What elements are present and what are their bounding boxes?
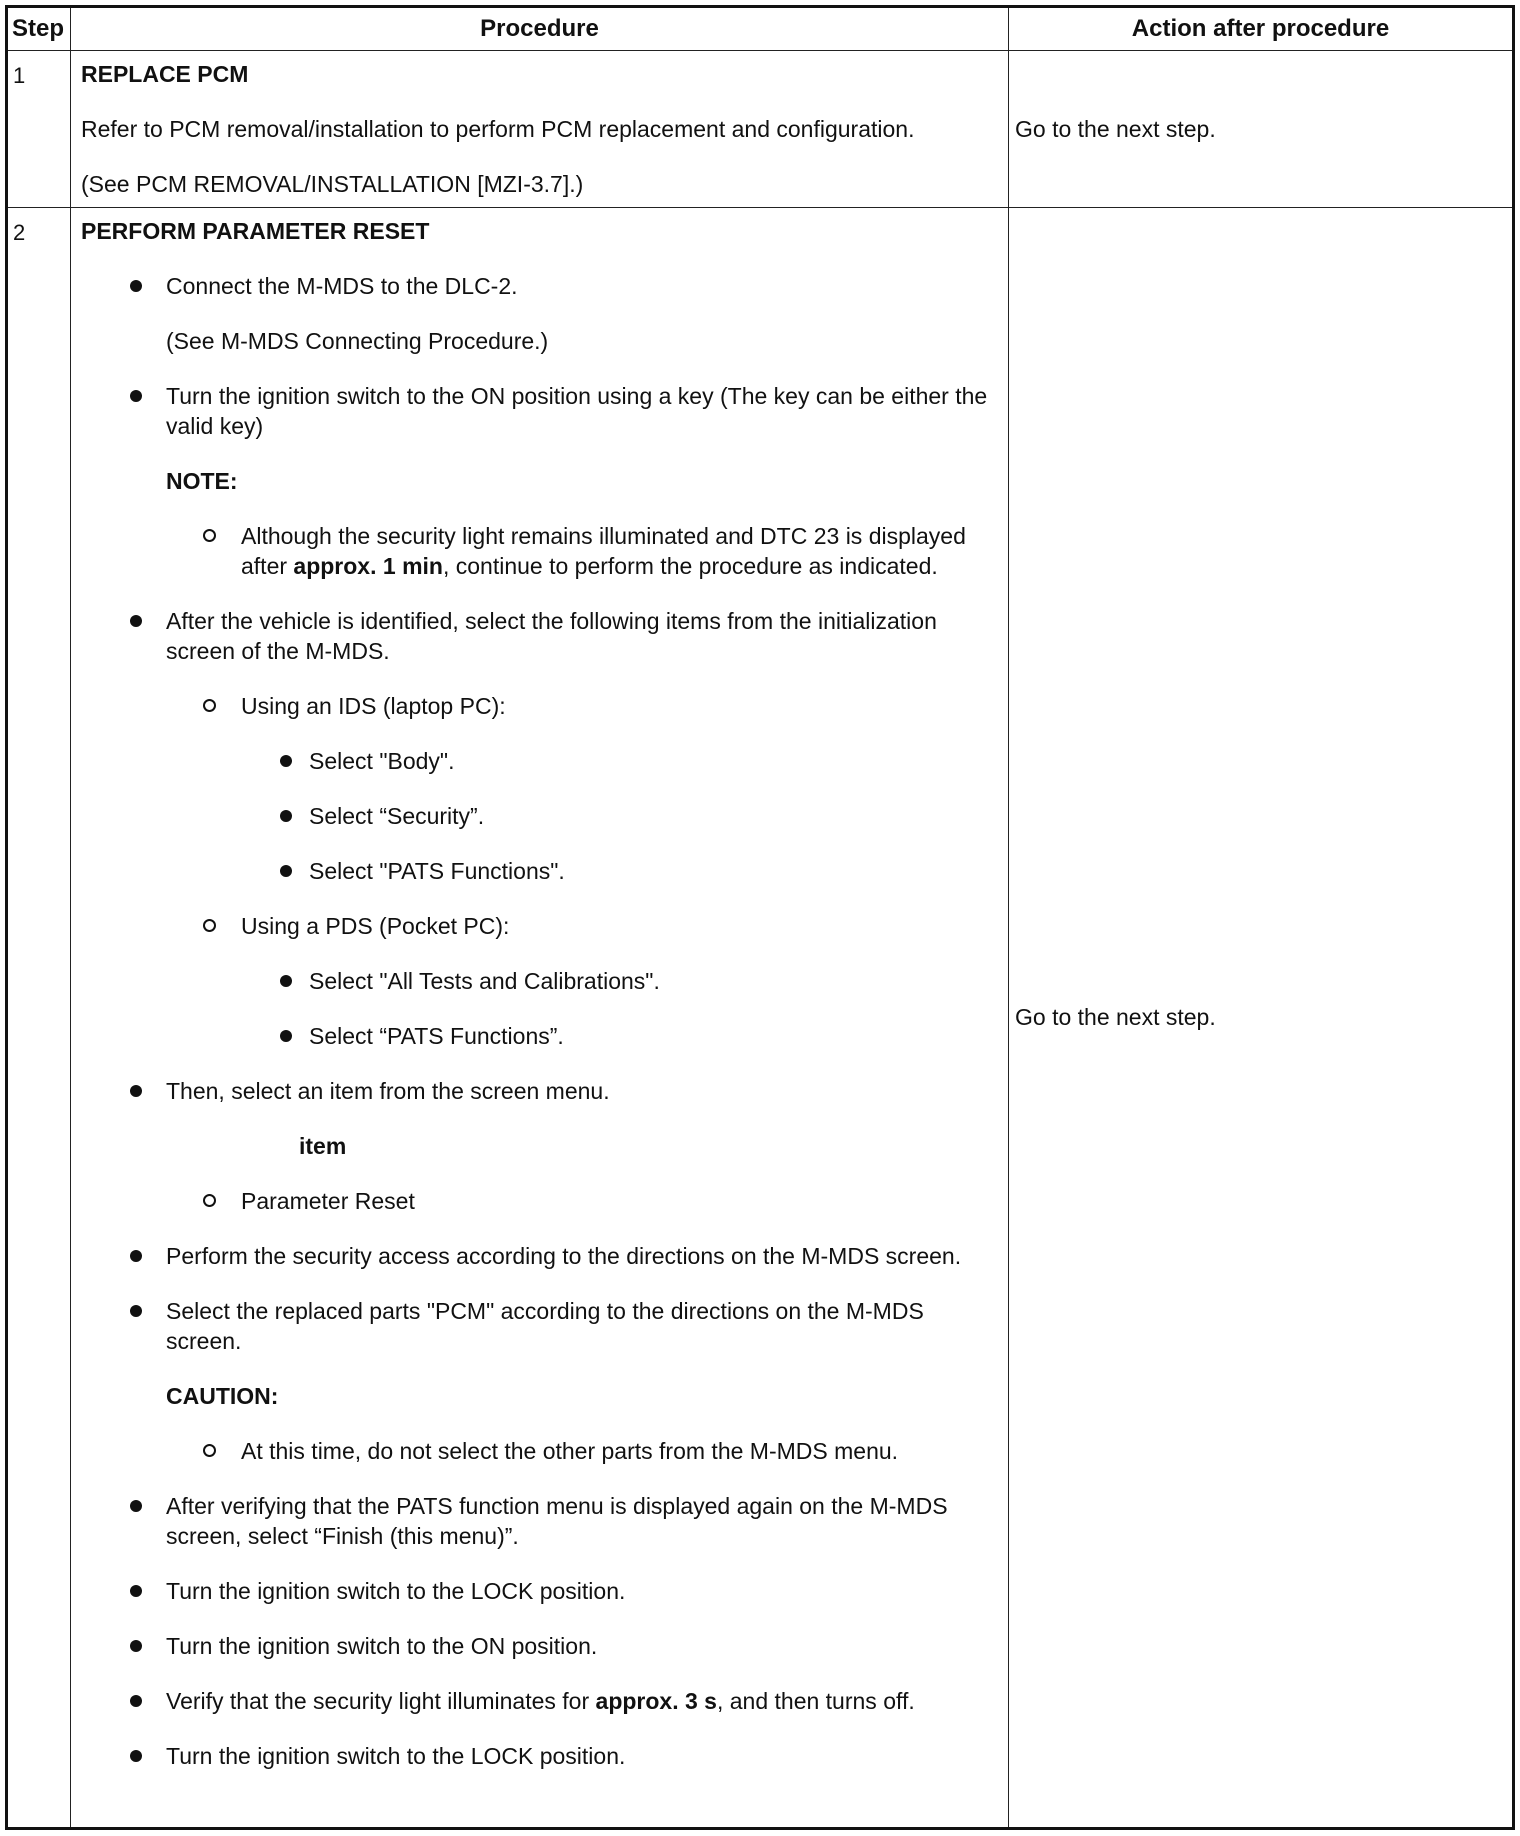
procedure-text: Refer to PCM removal/installation to perform PCM replacement and configuration. [81, 116, 915, 142]
list-item: At this time, do not select the other parts from the M-MDS menu. [81, 1436, 998, 1466]
list-item: Select "Body". [81, 746, 998, 776]
list-item: Using an IDS (laptop PC): [81, 691, 998, 721]
list-item: Select the replaced parts "PCM" according to the directions on the M-MDS screen. [81, 1296, 998, 1356]
table-row-step-1 [7, 51, 1514, 208]
list-item: Select “PATS Functions”. [81, 1021, 998, 1051]
list-item [81, 1686, 998, 1716]
item-label: item [299, 1133, 347, 1159]
reference-text: (See PCM REMOVAL/INSTALLATION [MZI-3.7].) [81, 171, 584, 197]
list-item: Then, select an item from the screen menu. [81, 1076, 998, 1106]
procedure-cell [71, 51, 1009, 208]
list-item: Turn the ignition switch to the LOCK position. [81, 1741, 998, 1771]
procedure-table [5, 5, 1515, 1830]
reference-text: (See M-MDS Connecting Procedure.) [166, 328, 549, 354]
list-item: Parameter Reset [81, 1186, 998, 1216]
list-text: Verify that the security light illuminates for [166, 1688, 596, 1714]
list-item: Using a PDS (Pocket PC): [81, 911, 998, 941]
list-item: Select “Security”. [81, 801, 998, 831]
procedure-cell [71, 208, 1009, 1829]
step-number: 2 [7, 208, 71, 1829]
list-text: , and then turns off. [716, 1688, 915, 1714]
list-item: After the vehicle is identified, select the following items from the initialization screen of the M-MDS. [81, 606, 998, 666]
header-step: Step [7, 7, 71, 51]
note-label: NOTE: [166, 468, 238, 494]
list-item: After verifying that the PATS function menu is displayed again on the M-MDS screen, select “Finish (this menu)”. [81, 1491, 998, 1551]
action-cell: Go to the next step. [1009, 208, 1514, 1829]
header-action: Action after procedure [1009, 7, 1514, 51]
list-item: Turn the ignition switch to the LOCK position. [81, 1576, 998, 1606]
list-item [81, 521, 998, 581]
list-item: Connect the M-MDS to the DLC-2. [81, 271, 998, 301]
list-emphasis: approx. 3 s [595, 1688, 717, 1714]
table-row-step-2 [7, 208, 1514, 1829]
note-emphasis: approx. 1 min [293, 553, 443, 579]
list-item: Perform the security access according to the directions on the M-MDS screen. [81, 1241, 998, 1271]
list-item: Select "PATS Functions". [81, 856, 998, 886]
list-item: Select "All Tests and Calibrations". [81, 966, 998, 996]
note-text: Although the security light remains illuminated and DTC 23 is displayed after [241, 523, 966, 579]
caution-label: CAUTION: [166, 1383, 279, 1409]
header-row [7, 7, 1514, 51]
list-item: Turn the ignition switch to the ON position. [81, 1631, 998, 1661]
header-procedure: Procedure [71, 7, 1009, 51]
note-text: , continue to perform the procedure as indicated. [442, 553, 938, 579]
step-title: REPLACE PCM [81, 61, 249, 87]
step-title: PERFORM PARAMETER RESET [81, 218, 430, 244]
step-number: 1 [7, 51, 71, 208]
list-item: Turn the ignition switch to the ON position using a key (The key can be either the valid key) [81, 381, 998, 441]
action-cell: Go to the next step. [1009, 51, 1514, 208]
